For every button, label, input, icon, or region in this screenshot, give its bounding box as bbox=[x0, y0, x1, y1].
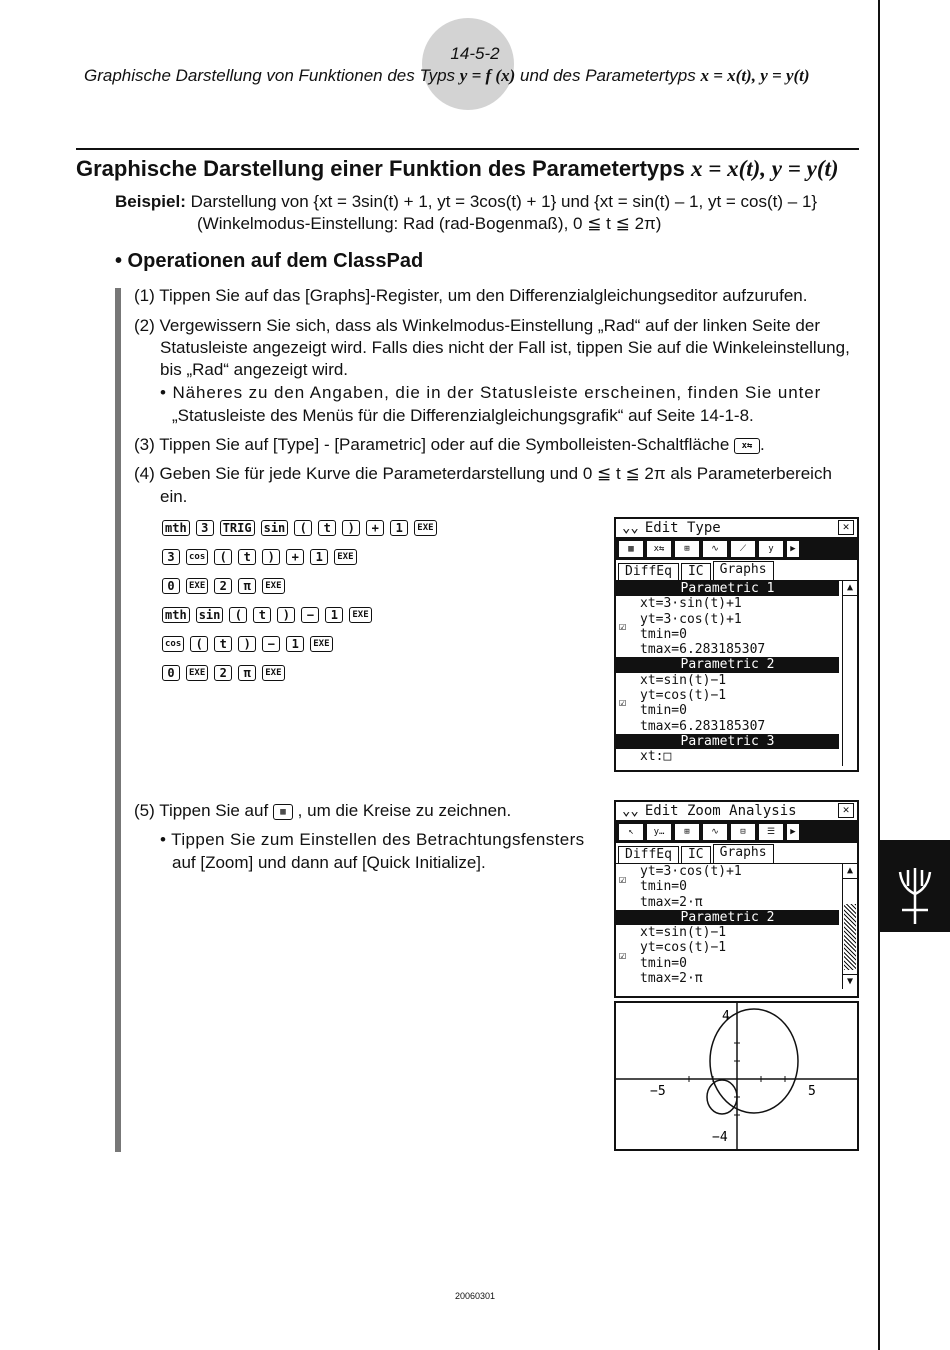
graph-plot bbox=[616, 1003, 857, 1149]
tab-bar bbox=[616, 560, 857, 581]
checkbox-icon[interactable]: ☑ bbox=[619, 695, 627, 709]
toolbar-more-icon[interactable]: ▶ bbox=[786, 540, 800, 558]
example-label: Beispiel: bbox=[115, 192, 186, 211]
key-sin: sin bbox=[196, 607, 224, 623]
editor-line[interactable]: yt=3·cos(t)+1 bbox=[640, 611, 742, 627]
step-4-line-2: ein. bbox=[160, 487, 188, 506]
editor-line[interactable]: tmin=0 bbox=[640, 626, 687, 642]
key-sequence-4 bbox=[162, 605, 372, 625]
editor-line[interactable]: xt=sin(t)−1 bbox=[640, 925, 727, 941]
tab-graphs[interactable]: Graphs bbox=[713, 844, 774, 863]
section-title-text: Graphische Darstellung einer Funktion des Parametertyps bbox=[76, 156, 685, 181]
key-close-paren: ) bbox=[262, 549, 280, 565]
key-1: 1 bbox=[310, 549, 328, 565]
thumb-tab-icon bbox=[880, 840, 950, 932]
section-title bbox=[76, 156, 839, 182]
key-pi: π bbox=[238, 578, 256, 594]
step-2-line-3: bis „Rad“ angezeigt wird. bbox=[160, 360, 349, 379]
tab-ic[interactable]: IC bbox=[681, 846, 711, 863]
example-text-1: Darstellung von {xt = 3sin(t) + 1, yt = 3cos(t) + 1} und {xt = sin(t) – 1, yt = cos(t) – 1} bbox=[190, 192, 818, 211]
key-trig: TRIG bbox=[220, 520, 255, 536]
key-1: 1 bbox=[286, 636, 304, 652]
key-plus: + bbox=[366, 520, 384, 536]
key-exe: EXE bbox=[349, 607, 371, 623]
page-edge-rule bbox=[878, 0, 880, 1350]
key-pi: π bbox=[238, 665, 256, 681]
key-mth: mth bbox=[162, 607, 190, 623]
classpad-screen-editor-1 bbox=[614, 517, 859, 772]
tab-bar bbox=[616, 843, 857, 864]
key-close-paren: ) bbox=[238, 636, 256, 652]
parametric-header-2[interactable]: Parametric 2 bbox=[616, 910, 839, 925]
toolbar bbox=[616, 538, 857, 560]
key-exe: EXE bbox=[334, 549, 356, 565]
toolbar-y-icon[interactable]: y bbox=[758, 540, 784, 558]
toolbar-line-icon[interactable]: ⟋ bbox=[730, 540, 756, 558]
editor-line[interactable]: tmax=6.283185307 bbox=[640, 718, 766, 734]
editor-line[interactable]: tmin=0 bbox=[640, 879, 687, 895]
key-t: t bbox=[214, 636, 232, 652]
running-header bbox=[84, 66, 810, 86]
key-exe: EXE bbox=[262, 665, 284, 681]
running-header-math2: x = x(t), y = y(t) bbox=[700, 66, 810, 85]
editor-line[interactable]: yt=cos(t)−1 bbox=[640, 940, 727, 956]
key-plus: + bbox=[286, 549, 304, 565]
toolbar-more-icon[interactable]: ▶ bbox=[786, 823, 800, 841]
parametric-type-icon: x⇆ bbox=[734, 438, 760, 454]
toolbar-cursor-icon[interactable]: ↖ bbox=[618, 823, 644, 841]
toolbar-zoom-icon[interactable]: ⊞ bbox=[674, 823, 700, 841]
toolbar-grid-icon[interactable]: ▦ bbox=[618, 540, 644, 558]
key-2: 2 bbox=[214, 578, 232, 594]
scroll-down-icon[interactable]: ▼ bbox=[843, 974, 857, 989]
running-header-math1: y = f (x) bbox=[459, 66, 516, 85]
step-5-note-1: • Tippen Sie zum Einstellen des Betrachtungsfensters bbox=[160, 830, 585, 849]
editor-line[interactable]: yt=cos(t)−1 bbox=[640, 688, 727, 704]
key-cos: cos bbox=[162, 636, 184, 652]
x-min-label: −5 bbox=[650, 1084, 666, 1099]
toolbar-type-icon[interactable]: x⇆ bbox=[646, 540, 672, 558]
key-open-paren: ( bbox=[229, 607, 247, 623]
step-4-line-1: (4) Geben Sie für jede Kurve die Parameterdarstellung und 0 ≦ t ≦ 2π als Parameterbereich bbox=[134, 464, 832, 483]
toolbar-list-icon[interactable]: ☰ bbox=[758, 823, 784, 841]
example-line-2: (Winkelmodus-Einstellung: Rad (rad-Bogenmaß), 0 ≦ t ≦ 2π) bbox=[197, 214, 662, 233]
scroll-up-icon[interactable]: ▲ bbox=[843, 581, 857, 596]
step-2-line-1: (2) Vergewissern Sie sich, dass als Winkelmodus-Einstellung „Rad“ auf der linken Seite der bbox=[134, 316, 820, 335]
x-max-label: 5 bbox=[808, 1084, 816, 1099]
toolbar-graph-icon[interactable]: ∿ bbox=[702, 540, 728, 558]
key-open-paren: ( bbox=[294, 520, 312, 536]
close-icon[interactable]: ✕ bbox=[838, 520, 854, 535]
editor-lines bbox=[616, 864, 857, 989]
key-sequence-3 bbox=[162, 576, 285, 596]
key-exe: EXE bbox=[310, 636, 332, 652]
chapter-thumb-tab bbox=[880, 840, 950, 932]
section-title-math: x = x(t), y = y(t) bbox=[690, 156, 839, 181]
parametric-header-3[interactable]: Parametric 3 bbox=[616, 734, 839, 749]
editor-line[interactable]: xt:□ bbox=[640, 749, 672, 765]
section-rule bbox=[76, 148, 859, 150]
page-number: 14-5-2 bbox=[450, 44, 500, 63]
toolbar-graph-icon[interactable]: ∿ bbox=[702, 823, 728, 841]
step-2-note-1: • Näheres zu den Angaben, die in der Statusleiste erscheinen, finden Sie unter bbox=[160, 383, 822, 402]
example-line-1 bbox=[115, 192, 817, 212]
step-2-note-2: „Statusleiste des Menüs für die Differenzialgleichungsgrafik“ auf Seite 14-1-8. bbox=[172, 406, 754, 425]
toolbar-table-icon[interactable]: ⊟ bbox=[730, 823, 756, 841]
footer-date: 20060301 bbox=[454, 1291, 496, 1301]
y-min-label: −4 bbox=[712, 1130, 728, 1145]
graph-window[interactable] bbox=[614, 1001, 859, 1151]
editor-line[interactable]: tmin=0 bbox=[640, 955, 687, 971]
key-exe: EXE bbox=[262, 578, 284, 594]
key-exe: EXE bbox=[186, 578, 208, 594]
key-1: 1 bbox=[325, 607, 343, 623]
key-sin: sin bbox=[261, 520, 289, 536]
editor-line[interactable]: tmax=2·π bbox=[640, 971, 703, 987]
menu-bar bbox=[616, 519, 857, 538]
parametric-header-2[interactable]: Parametric 2 bbox=[616, 657, 839, 672]
checkbox-icon[interactable]: ☑ bbox=[619, 872, 627, 886]
key-3: 3 bbox=[162, 549, 180, 565]
toolbar-zoom-icon[interactable]: ⊞ bbox=[674, 540, 700, 558]
parametric-header-1[interactable]: Parametric 1 bbox=[616, 581, 839, 596]
key-sequence-1 bbox=[162, 518, 437, 538]
step-3-text: (3) Tippen Sie auf [Type] - [Parametric] oder auf die Symbolleisten-Schaltfläche bbox=[134, 435, 730, 454]
editor-line[interactable]: yt=3·cos(t)+1 bbox=[640, 864, 742, 879]
step-3: (3) Tippen Sie auf [Type] - [Parametric] oder auf die Symbolleisten-Schaltfläche x⇆ . bbox=[134, 435, 765, 454]
page-number-circle bbox=[422, 18, 514, 110]
key-t: t bbox=[318, 520, 336, 536]
running-header-text: Graphische Darstellung von Funktionen des Typs bbox=[84, 66, 456, 85]
key-1: 1 bbox=[390, 520, 408, 536]
scroll-thumb[interactable] bbox=[844, 904, 856, 970]
key-sequence-5 bbox=[162, 634, 333, 654]
checkbox-icon[interactable]: ☑ bbox=[619, 948, 627, 962]
checkbox-icon[interactable]: ☑ bbox=[619, 619, 627, 633]
step-1: (1) Tippen Sie auf das [Graphs]-Register, um den Differenzialgleichungseditor aufzurufen. bbox=[134, 286, 808, 305]
scroll-up-icon[interactable]: ▲ bbox=[843, 864, 857, 879]
step-5-note-2: auf [Zoom] und dann auf [Quick Initialize]. bbox=[172, 853, 486, 872]
menu-bar bbox=[616, 802, 857, 821]
tab-diffeq[interactable]: DiffEq bbox=[618, 846, 679, 863]
tab-diffeq[interactable]: DiffEq bbox=[618, 563, 679, 580]
scrollbar[interactable] bbox=[842, 581, 857, 766]
key-open-paren: ( bbox=[190, 636, 208, 652]
key-exe: EXE bbox=[186, 665, 208, 681]
key-close-paren: ) bbox=[277, 607, 295, 623]
key-minus: − bbox=[301, 607, 319, 623]
procedure-sidebar bbox=[115, 288, 121, 1152]
key-exe: EXE bbox=[414, 520, 436, 536]
step-5-text-a: (5) Tippen Sie auf bbox=[134, 801, 269, 820]
running-header-mid: und des Parametertyps bbox=[519, 66, 696, 85]
menu-items[interactable]: Edit Zoom Analysis bbox=[644, 803, 797, 819]
key-3: 3 bbox=[196, 520, 214, 536]
editor-line[interactable]: tmin=0 bbox=[640, 703, 687, 719]
graph-draw-icon: ▦ bbox=[273, 804, 293, 820]
classpad-screen-editor-2 bbox=[614, 800, 859, 998]
curve-parametric-1 bbox=[710, 1009, 798, 1113]
key-t: t bbox=[238, 549, 256, 565]
scrollbar[interactable] bbox=[842, 864, 857, 989]
menu-chevron-icon[interactable]: ⌄⌄ bbox=[622, 803, 639, 819]
y-max-label: 4 bbox=[722, 1009, 730, 1024]
key-minus: − bbox=[262, 636, 280, 652]
editor-line[interactable]: xt=sin(t)−1 bbox=[640, 672, 727, 688]
key-open-paren: ( bbox=[214, 549, 232, 565]
toolbar-y-list-icon[interactable]: y… bbox=[646, 823, 672, 841]
operations-heading: • Operationen auf dem ClassPad bbox=[115, 250, 424, 272]
key-close-paren: ) bbox=[342, 520, 360, 536]
menu-chevron-icon[interactable]: ⌄⌄ bbox=[622, 520, 639, 536]
editor-line[interactable]: tmax=6.283185307 bbox=[640, 642, 766, 658]
tab-graphs[interactable]: Graphs bbox=[713, 561, 774, 580]
key-sequence-6 bbox=[162, 663, 285, 683]
key-0: 0 bbox=[162, 665, 180, 681]
close-icon[interactable]: ✕ bbox=[838, 803, 854, 818]
menu-items[interactable]: Edit Type bbox=[644, 520, 721, 536]
key-t: t bbox=[253, 607, 271, 623]
step-2-line-2: Statusleiste angezeigt wird. Falls dies nicht der Fall ist, tippen Sie auf die Winkeleinstellung, bbox=[160, 338, 850, 357]
key-2: 2 bbox=[214, 665, 232, 681]
key-cos: cos bbox=[186, 549, 208, 565]
key-0: 0 bbox=[162, 578, 180, 594]
tab-ic[interactable]: IC bbox=[681, 563, 711, 580]
step-5-text-b: , um die Kreise zu zeichnen. bbox=[297, 801, 512, 820]
toolbar bbox=[616, 821, 857, 843]
key-mth: mth bbox=[162, 520, 190, 536]
editor-line[interactable]: tmax=2·π bbox=[640, 894, 703, 910]
key-sequence-2 bbox=[162, 547, 357, 567]
step-5 bbox=[134, 800, 511, 822]
editor-line[interactable]: xt=3·sin(t)+1 bbox=[640, 596, 742, 612]
editor-lines bbox=[616, 581, 857, 766]
